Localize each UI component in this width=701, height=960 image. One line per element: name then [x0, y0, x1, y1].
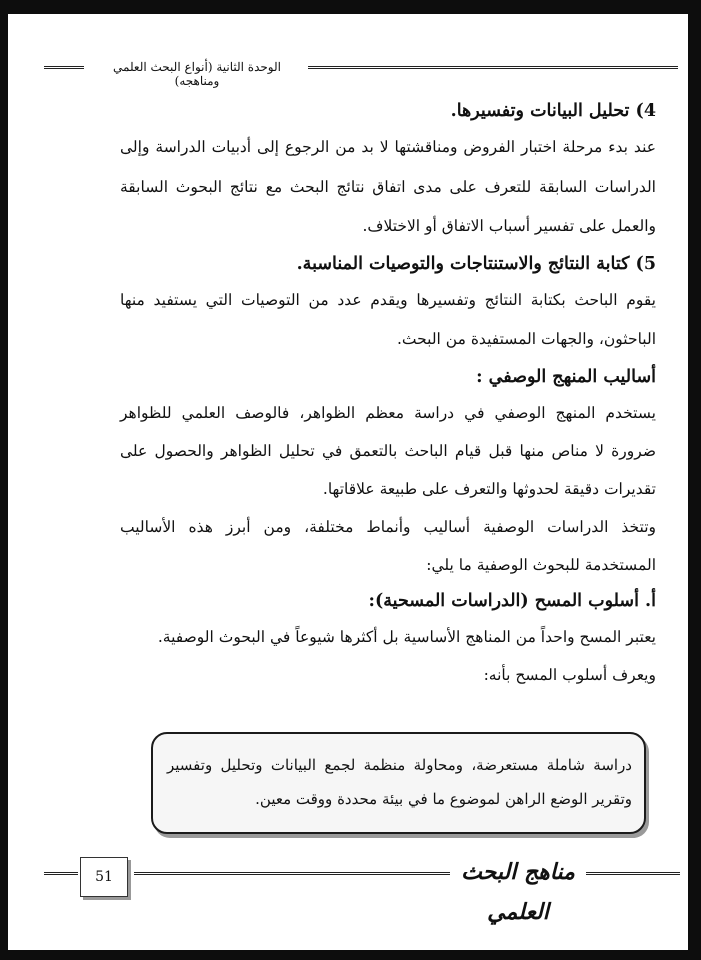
- paragraph-results: يقوم الباحث بكتابة النتائج وتفسيرها ويقدم عدد من التوصيات التي يستفيد منها الباحثون، والجهات المستفيدة من البحث.: [120, 290, 656, 348]
- section-heading-survey: أ. أسلوب المسح (الدراسات المسحية):: [368, 590, 656, 611]
- header-title: الوحدة الثانية (أنواع البحث العلمي ومناهجه): [113, 60, 281, 88]
- section-heading-descriptive-methods: أساليب المنهج الوصفي :: [476, 366, 656, 387]
- section-heading-results: 5) كتابة النتائج والاستنتاجات والتوصيات المناسبة.: [296, 253, 656, 274]
- paragraph-survey-definition-lead: ويعرف أسلوب المسح بأنه:: [483, 665, 656, 684]
- footer-rule-right: [586, 872, 680, 877]
- footer-rule-middle: [134, 872, 450, 877]
- page-footer: [8, 850, 688, 925]
- book-page: [8, 14, 688, 950]
- paragraph-analysis: عند بدء مرحلة اختبار الفروض ومناقشتها لا بد من الرجوع إلى أدبيات الدراسة وإلى الدراسات السابقة للتعرف على مدى اتفاق نتائج البحث مع نتائج البحوث السابقة والعمل على تفسير أسباب الاتفاق أو الاختلاف.: [120, 138, 656, 235]
- definition-box: [151, 732, 646, 834]
- paragraph-descriptive-styles: وتتخذ الدراسات الوصفية أساليب وأنماط مختلفة، ومن أبرز هذه الأساليب المستخدمة للبحوث الوصفية ما يلي:: [120, 517, 656, 574]
- footer-rule-left: [44, 872, 78, 877]
- paragraph-descriptive-usage: يستخدم المنهج الوصفي في دراسة معظم الظواهر، فالوصف العلمي للظواهر ضرورة لا مناص منها قبل قيام الباحث بالتعمق في تحليل الظواهر والحصول على تقديرات دقيقة لحدوثها والتعرف على طبيعة علاقاتها.: [120, 403, 656, 498]
- page-header: [8, 58, 688, 88]
- page-content: [120, 94, 656, 694]
- paragraph-survey-intro: يعتبر المسح واحداً من المناهج الأساسية بل أكثرها شيوعاً في البحوث الوصفية.: [157, 627, 656, 646]
- definition-text: دراسة شاملة مستعرضة، ومحاولة منظمة لجمع البيانات وتحليل وتفسير وتقرير الوضع الراهن لموضوع ما في بيئة محددة ووقت معين.: [167, 756, 632, 808]
- header-rule-left: [44, 66, 84, 71]
- book-logo: مناهج البحث العلمي: [461, 859, 575, 925]
- page-number: 51: [80, 857, 128, 897]
- section-heading-analysis: 4) تحليل البيانات وتفسيرها.: [450, 101, 656, 121]
- header-rule-right: [308, 66, 678, 71]
